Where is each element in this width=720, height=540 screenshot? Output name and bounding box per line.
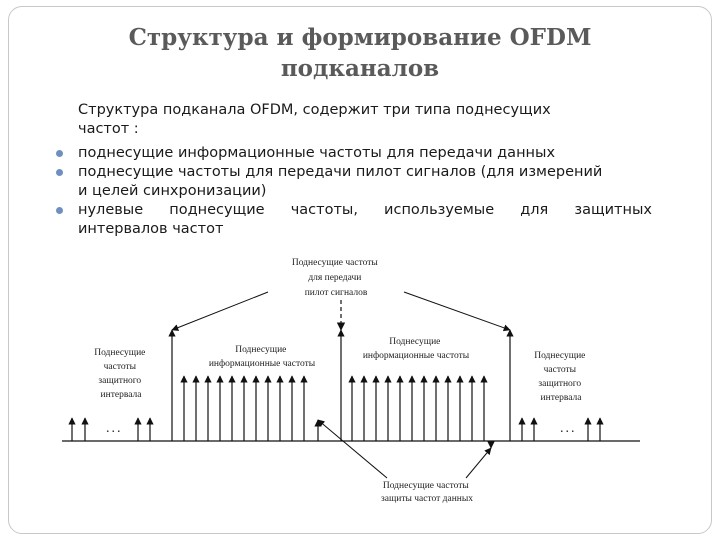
ellipsis-left: ... (106, 421, 123, 436)
label-data-guard-line: защиты частот данных (380, 494, 474, 504)
subcarrier-arrows (72, 330, 600, 448)
label-pilot-line: Поднесущие частоты (291, 258, 378, 268)
label-guard-left (94, 348, 148, 400)
bullet-text: поднесущие информационные частоты для передачи данных (78, 145, 556, 161)
label-data-right-line: информационные частоты (362, 351, 470, 361)
label-pilot (292, 258, 380, 298)
intro-line-1: Структура подканала OFDM, содержит три типа поднесущих (78, 102, 551, 118)
label-pilot-line: для передачи (308, 273, 362, 283)
label-guard-left-line: Поднесущие (94, 348, 146, 358)
pointer-arrow-guard-right (466, 448, 491, 478)
label-data-right (363, 337, 470, 361)
label-pilot-line: пилот сигналов (304, 288, 368, 298)
label-data-left (209, 345, 316, 369)
intro-line-2: частот : (78, 121, 139, 137)
label-guard-right (534, 351, 588, 403)
bullet-text: поднесущие частоты для передачи пилот сигналов (для измерений (78, 164, 603, 180)
label-guard-right-line: Поднесущие (534, 351, 586, 361)
bullet-text-continued: интервалов частот (78, 221, 224, 237)
label-guard-right-line: защитного (538, 379, 582, 389)
bullet-text-continued: и целей синхронизации) (78, 183, 267, 199)
title-line-2: подканалов (280, 55, 440, 82)
label-guard-left-line: частоты (103, 362, 137, 372)
label-guard-right-line: интервала (540, 393, 582, 403)
title-line-1: Структура и формирование OFDM (128, 24, 592, 51)
label-data-guard-line: Поднесущие частоты (382, 481, 469, 491)
pointer-arrow-pilot-left (172, 292, 268, 330)
label-guard-left-line: интервала (100, 390, 142, 400)
pointer-arrow-pilot-right (404, 292, 510, 330)
label-guard-left-line: защитного (98, 376, 142, 386)
label-data-right-line: Поднесущие (389, 337, 441, 347)
label-data-left-line: Поднесущие (235, 345, 287, 355)
label-data-left-line: информационные частоты (208, 359, 316, 369)
bullet-text: нулевые поднесущие частоты, используемые для защитных (78, 202, 652, 218)
label-guard-right-line: частоты (543, 365, 577, 375)
label-data-guard (381, 481, 473, 504)
ellipsis-right: ... (560, 421, 577, 436)
